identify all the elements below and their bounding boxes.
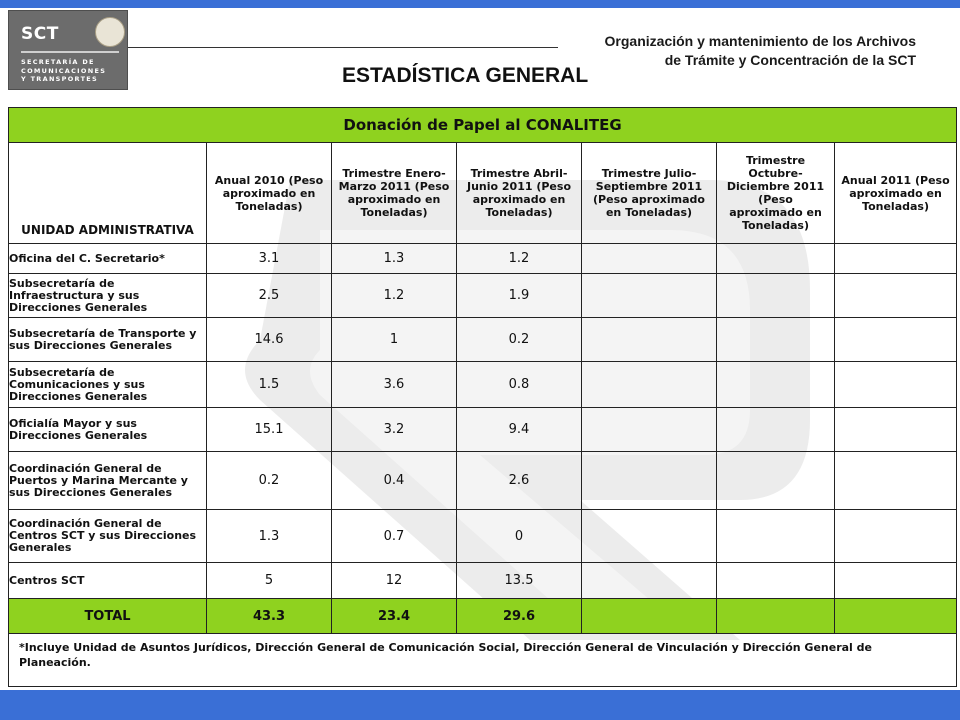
column-header-enero-marzo: Trimestre Enero-Marzo 2011 (Peso aproximado en Toneladas) [332,143,457,244]
cell-julio-septiembre [582,362,717,408]
cell-anual-2010: 14.6 [207,318,332,362]
table-header-row [9,143,957,244]
table-row [9,318,957,362]
cell-anual-2011 [835,244,957,274]
cell-anual-2011 [835,362,957,408]
cell-enero-marzo: 0.4 [332,452,457,510]
cell-octubre-diciembre [717,274,835,318]
cell-julio-septiembre [582,510,717,563]
row-unit-label: Oficina del C. Secretario* [9,244,207,274]
cell-octubre-diciembre [717,510,835,563]
header-line-1: Organización y mantenimiento de los Archivos [604,33,916,49]
total-anual-2011 [835,599,957,634]
logo-divider [21,51,119,53]
national-seal-icon [95,17,125,47]
row-unit-label: Centros SCT [9,563,207,599]
cell-abril-junio: 0.2 [457,318,582,362]
top-accent-bar [0,0,960,8]
cell-anual-2010: 5 [207,563,332,599]
cell-anual-2011 [835,408,957,452]
header-line-2: de Trámite y Concentración de la SCT [664,52,916,68]
cell-anual-2010: 15.1 [207,408,332,452]
cell-anual-2011 [835,510,957,563]
total-octubre-diciembre [717,599,835,634]
cell-enero-marzo: 3.2 [332,408,457,452]
footnote: *Incluye Unidad de Asuntos Jurídicos, Dirección General de Comunicación Social, Dirección General de Vinculación y Dirección General de Planeación. [9,634,957,687]
cell-julio-septiembre [582,274,717,318]
column-header-octubre-diciembre: Trimestre Octubre-Diciembre 2011 (Peso aproximado en Toneladas) [717,143,835,244]
cell-octubre-diciembre [717,563,835,599]
cell-abril-junio: 1.2 [457,244,582,274]
cell-octubre-diciembre [717,244,835,274]
row-unit-label: Subsecretaría de Infraestructura y sus Direcciones Generales [9,274,207,318]
total-label: TOTAL [9,599,207,634]
cell-anual-2011 [835,452,957,510]
cell-abril-junio: 0 [457,510,582,563]
row-unit-label: Subsecretaría de Transporte y sus Direcciones Generales [9,318,207,362]
column-header-abril-junio: Trimestre Abril-Junio 2011 (Peso aproximado en Toneladas) [457,143,582,244]
cell-abril-junio: 1.9 [457,274,582,318]
cell-octubre-diciembre [717,452,835,510]
total-abril-junio: 29.6 [457,599,582,634]
header-rule [128,47,558,48]
table-row [9,452,957,510]
cell-octubre-diciembre [717,318,835,362]
cell-enero-marzo: 1 [332,318,457,362]
total-julio-septiembre [582,599,717,634]
cell-abril-junio: 13.5 [457,563,582,599]
cell-enero-marzo: 12 [332,563,457,599]
cell-enero-marzo: 0.7 [332,510,457,563]
sct-logo [8,10,128,90]
cell-julio-septiembre [582,563,717,599]
cell-enero-marzo: 1.2 [332,274,457,318]
cell-enero-marzo: 1.3 [332,244,457,274]
cell-anual-2010: 2.5 [207,274,332,318]
table-row [9,563,957,599]
logo-abbreviation: SCT [21,24,59,44]
table-row [9,510,957,563]
column-header-julio-septiembre: Trimestre Julio-Septiembre 2011 (Peso aproximado en Toneladas) [582,143,717,244]
cell-abril-junio: 2.6 [457,452,582,510]
bottom-accent-bar [0,690,960,720]
cell-anual-2010: 0.2 [207,452,332,510]
column-header-anual-2010: Anual 2010 (Peso aproximado en Toneladas) [207,143,332,244]
page-title: ESTADÍSTICA GENERAL [342,64,589,87]
cell-anual-2011 [835,318,957,362]
row-unit-label: Coordinación General de Centros SCT y sus Direcciones Generales [9,510,207,563]
footnote-row [9,634,957,687]
total-anual-2010: 43.3 [207,599,332,634]
cell-julio-septiembre [582,244,717,274]
column-header-anual-2011: Anual 2011 (Peso aproximado en Toneladas) [835,143,957,244]
row-unit-label: Subsecretaría de Comunicaciones y sus Direcciones Generales [9,362,207,408]
cell-julio-septiembre [582,408,717,452]
header-title [605,32,916,70]
cell-anual-2010: 1.3 [207,510,332,563]
table-row [9,362,957,408]
cell-abril-junio: 0.8 [457,362,582,408]
cell-anual-2011 [835,563,957,599]
column-header-unidad: UNIDAD ADMINISTRATIVA [9,143,207,244]
total-row [9,599,957,634]
table-title: Donación de Papel al CONALITEG [9,108,957,143]
donation-table [8,107,957,687]
cell-julio-septiembre [582,452,717,510]
cell-abril-junio: 9.4 [457,408,582,452]
logo-subtitle: SECRETARÍA DE COMUNICACIONES Y TRANSPORTES [21,58,107,83]
row-unit-label: Coordinación General de Puertos y Marina Mercante y sus Direcciones Generales [9,452,207,510]
table-row [9,408,957,452]
cell-octubre-diciembre [717,408,835,452]
table-row [9,244,957,274]
cell-anual-2011 [835,274,957,318]
cell-anual-2010: 3.1 [207,244,332,274]
cell-octubre-diciembre [717,362,835,408]
row-unit-label: Oficialía Mayor y sus Direcciones Generales [9,408,207,452]
cell-enero-marzo: 3.6 [332,362,457,408]
table-title-row [9,108,957,143]
table-row [9,274,957,318]
cell-anual-2010: 1.5 [207,362,332,408]
total-enero-marzo: 23.4 [332,599,457,634]
cell-julio-septiembre [582,318,717,362]
